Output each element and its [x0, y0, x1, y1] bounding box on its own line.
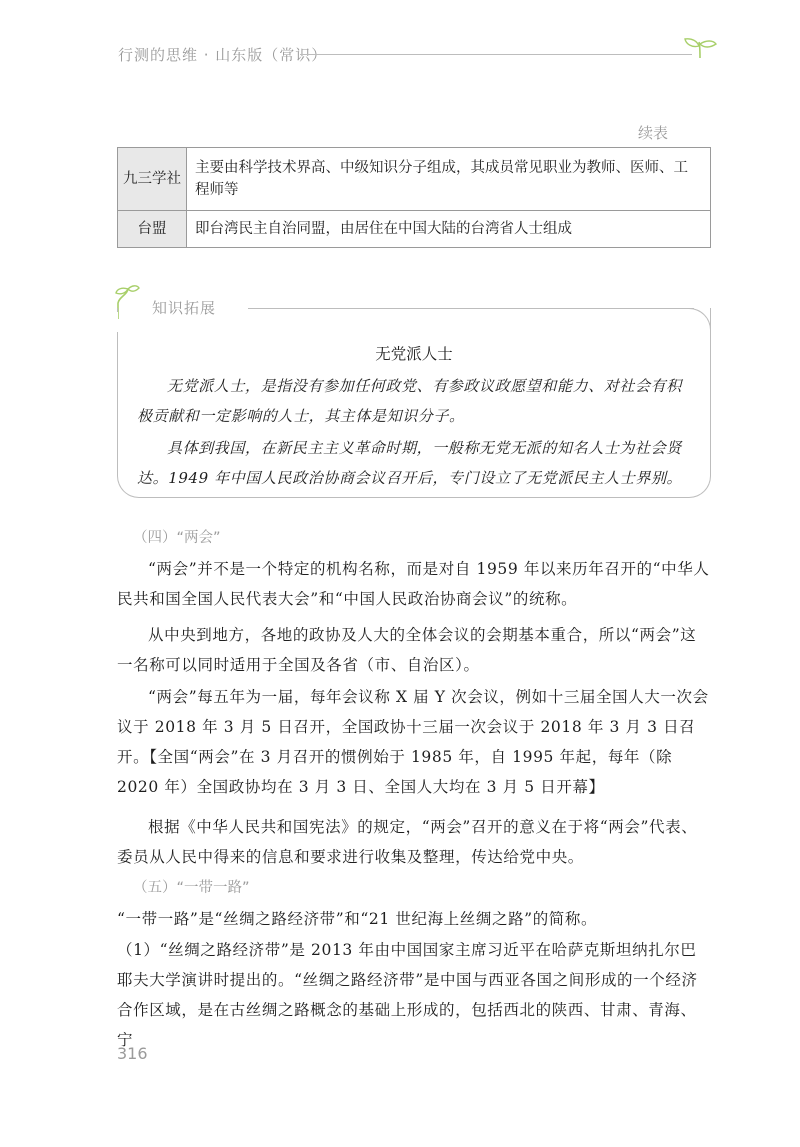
knowledge-box-gap — [116, 312, 118, 332]
body-paragraph: “一带一路”是“丝绸之路经济带”和“21 世纪海上丝绸之路”的简称。 — [117, 910, 598, 928]
body-paragraph: 从中央到地方，各地的政协及人大的全体会议的会期基本重合，所以“两会”这一名称可以同时适用于全国及各省（市、自治区）。 — [117, 626, 697, 674]
party-name: 台盟 — [118, 211, 187, 248]
body-paragraph: “两会”并不是一个特定的机构名称，而是对自 1959 年以来历年召开的“中华人民共和国全国人民代表大会”和“中国人民政治协商会议”的统称。 — [117, 560, 710, 608]
party-table — [117, 147, 711, 248]
party-description: 主要由科学技术界高、中级知识分子组成，其成员常见职业为教师、医师、工程师等 — [187, 148, 711, 211]
table-row — [118, 148, 711, 211]
body-paragraph: “两会”每五年为一届，每年会议称 X 届 Y 次会议，例如十三届全国人大一次会议于 2018 年 3 月 5 日召开，全国政协十三届一次会议于 2018 年 3 月 3 日召开。【全国“两会”在 3 月召开的惯例始于 1985 年，自 1995 年起，每年（除 2020 年）全国政协均在 3 月 3 日、全国人大均在 3 月 5 日开幕】 — [117, 688, 709, 796]
party-name: 九三学社 — [118, 148, 187, 211]
table-row — [118, 211, 711, 248]
table-continued-label: 续表 — [638, 124, 669, 142]
knowledge-extension-heading: 知识拓展 — [152, 299, 217, 317]
running-header-title: 行测的思维 · 山东版（常识） — [118, 46, 328, 64]
page-number: 316 — [117, 1044, 148, 1063]
body-paragraph: 根据《中华人民共和国宪法》的规定，“两会”召开的意义在于将“两会”代表、委员从人民中得来的信息和要求进行收集及整理，传达给党中央。 — [117, 818, 698, 866]
section-heading-two-sessions: （四）“两会” — [133, 530, 221, 546]
knowledge-box-title: 无党派人士 — [375, 345, 453, 363]
header-rule — [300, 54, 692, 55]
party-description: 即台湾民主自治同盟，由居住在中国大陆的台湾省人士组成 — [187, 211, 711, 248]
section-heading-belt-and-road: （五）“一带一路” — [133, 880, 250, 896]
body-paragraph: （1）“丝绸之路经济带”是 2013 年由中国国家主席习近平在哈萨克斯坦纳扎尔巴耶夫大学演讲时提出的。“丝绸之路经济带”是中国与西亚各国之间形成的一个经济合作区域，是在古丝绸之路概念的基础上形成的，包括西北的陕西、甘肃、青海、宁 — [117, 941, 698, 1049]
knowledge-paragraph: 具体到我国，在新民主主义革命时期，一般称无党无派的知名人士为社会贤达。1949 年中国人民政治协商会议召开后，专门设立了无党派民主人士界别。 — [137, 439, 683, 487]
sprout-icon — [682, 36, 718, 60]
knowledge-paragraph: 无党派人士，是指没有参加任何政党、有参政议政愿望和能力、对社会有积极贡献和一定影响的人士，其主体是知识分子。 — [137, 377, 682, 425]
